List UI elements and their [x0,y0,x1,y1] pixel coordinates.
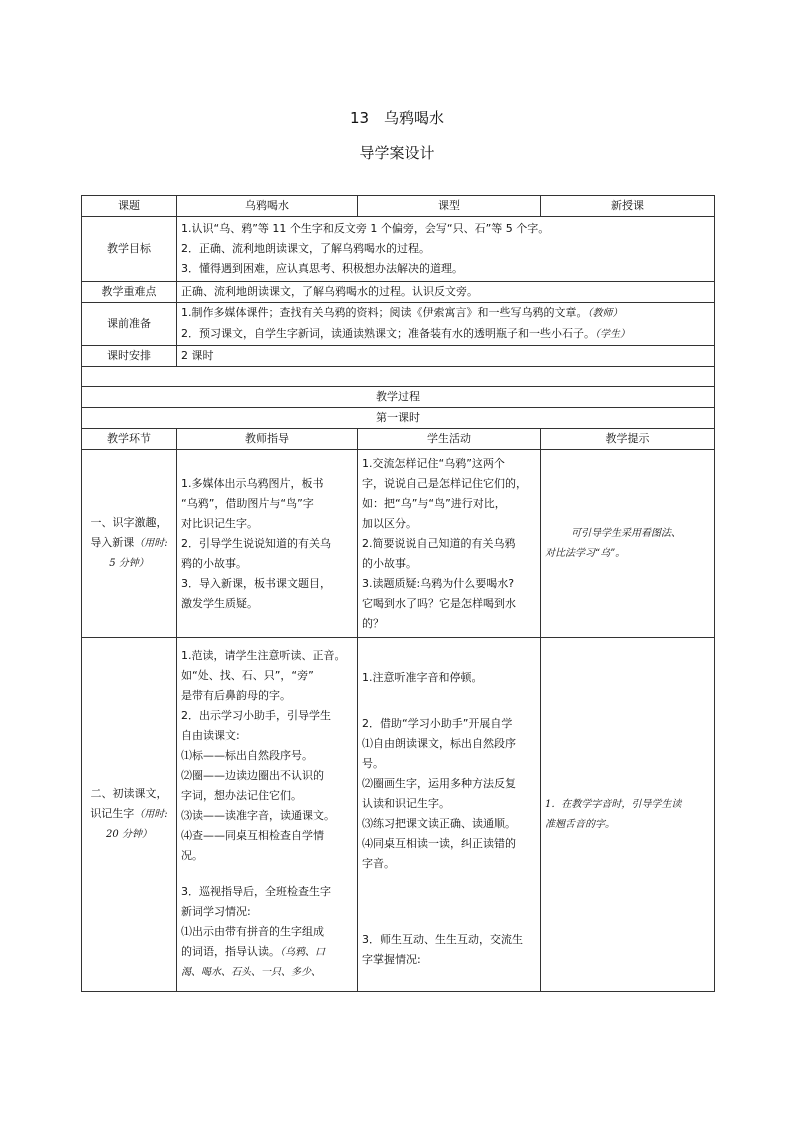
stage-1-teacher-line: “乌鸦”，借助图片与“鸟”字 [181,496,314,510]
stage-1-student-line: 如：把“乌”与“鸟”进行对比， [362,496,506,510]
key-points-label: 教学重难点 [82,282,177,303]
stage-2-teacher [177,638,358,992]
stage-1-student [358,450,541,638]
lesson-plan-table [81,195,715,992]
preparation-teacher [181,303,710,324]
stage-2-teacher-text: 的词语，指导认读。 [181,945,280,958]
stage-2-teacher-line: ⑷查——同桌互相检查自学情 [181,829,324,842]
preparation-student-note: （学生） [595,329,630,340]
goals-label: 教学目标 [82,217,177,282]
stage-row-2 [82,638,715,992]
preparation-cell [177,303,715,346]
stage-1-teacher-line: 2．引导学生说说知道的有关乌 [181,536,331,550]
stage-2-tip [541,638,715,992]
stage-2-teacher-line: ⑵圈——边读边圈出不认识的 [181,769,324,782]
stage-1-student-line: 字，说说自己是怎样记住它们的， [362,476,527,490]
stage-1-teacher-line: 对比识记生字。 [181,516,258,530]
topic-label: 课题 [82,196,177,217]
process-header-row [82,429,715,450]
stage-1-tip [541,450,715,638]
stage-2-teacher-line: 2．出示学习小助手，引导学生 [181,709,331,722]
schedule-row [82,346,715,367]
stage-2-teacher-line [181,942,353,963]
header-teacher: 教师指导 [177,429,358,450]
stage-2-student-line: ⑴自由朗读课文，标出自然段序 [362,736,516,750]
preparation-row [82,303,715,346]
blank-row [82,367,715,387]
stage-2-student-line: ⑶练习把课文读正确、读通顺。 [362,816,516,830]
stage-2-teacher-line: 是带有后鼻韵母的字。 [181,689,291,702]
stage-1-student-line: 1.交流怎样记住“乌鸦”这两个 [362,456,505,470]
stage-1-teacher-line: 鸦的小故事。 [181,556,247,570]
header-stage: 教学环节 [82,429,177,450]
stage-2-student-line: ⑵圈画生字，运用多种方法反复 [362,776,516,790]
stage-1-teacher [177,450,358,638]
topic-row [82,196,715,217]
stage-1-name-line: 一、识字激趣， [90,516,168,529]
document-subtitle: 导学案设计 [359,144,435,162]
stage-1-time-value: 5 分钟） [109,558,149,569]
topic-value: 乌鸦喝水 [177,196,358,217]
stage-1-name [82,450,177,638]
stage-1-student-line: 2.简要说说自己知道的有关乌鸦 [362,536,516,550]
stage-2-teacher-line: 况。 [181,849,203,862]
stage-2-teacher-line: 3．巡视指导后，全班检查生字 [181,885,331,898]
stage-2-name-line [86,804,172,825]
stage-1-teacher-line: 1.多媒体出示乌鸦图片，板书 [181,476,324,490]
stage-2-teacher-line: ⑴出示由带有拼音的生字组成 [181,925,324,938]
preparation-student [181,324,710,345]
preparation-teacher-note: （教师） [587,308,623,319]
preparation-student-text: 2．预习课文，自学生字新词，读通读熟课文；准备装有水的透明瓶子和一些小石子。 [181,327,595,340]
stage-2-tip-line: 1．在教学字音时，引导学生读 [545,798,682,810]
stage-2-teacher-note: （乌鸦、口 [280,947,325,958]
goals-row [82,217,715,282]
stage-1-student-line: 加以区分。 [362,516,417,530]
lesson-title: 第一课时 [82,408,715,429]
stage-1-time: （用时: [134,538,168,549]
stage-row-1 [82,450,715,638]
stage-1-student-line: 的？ [362,616,384,630]
goal-item: 2．正确、流利地朗读课文，了解乌鸦喝水的过程。 [181,242,430,255]
stage-2-student-line: ⑷同桌互相读一读，纠正读错的 [362,836,516,850]
type-value: 新授课 [541,196,715,217]
stage-1-name-text: 导入新课 [90,536,135,549]
stage-2-teacher-line: 1.范读，请学生注意听读、正音。 [181,649,346,662]
process-title-row [82,387,715,408]
stage-1-tip-line: 对比法学习“乌”。 [545,547,626,559]
stage-2-student-line: 3．师生互动、生生互动，交流生 [362,932,523,946]
stage-1-tip-line: 可引导学生采用看图法、 [571,527,681,539]
stage-2-teacher-line: 新词学习情况: [181,905,251,918]
header-student: 学生活动 [358,429,541,450]
stage-2-name [82,638,177,992]
stage-2-teacher-line: 自由读课文: [181,729,240,742]
stage-2-student-line: 字掌握情况: [362,952,421,966]
type-label: 课型 [358,196,541,217]
header-tip: 教学提示 [541,429,715,450]
stage-2-student-line: 2．借助“学习小助手”开展自学 [362,716,513,730]
schedule-label: 课时安排 [82,346,177,367]
stage-2-teacher-line: 字词，想办法记住它们。 [181,789,302,802]
stage-2-name-text: 识记生字 [90,807,135,820]
stage-2-time-value: 20 分钟） [106,829,152,840]
stage-1-student-line: 3.读题质疑:乌鸦为什么要喝水? [362,576,515,590]
stage-2-teacher-note: 渴、喝水、石头、一只、多少、 [181,967,321,978]
stage-2-student-line: 字音。 [362,856,395,870]
stage-2-teacher-line: ⑴标——标出自然段序号。 [181,749,313,762]
stage-2-student-line: 号。 [362,756,384,770]
goal-item: 1.认识“乌、鸦”等 11 个生字和反文旁 1 个偏旁，会写“只、石”等 5 个字。 [181,222,550,235]
process-title: 教学过程 [82,387,715,408]
stage-2-student-line: 1.注意听准字音和停顿。 [362,670,483,684]
stage-2-time: （用时: [134,809,168,820]
stage-2-teacher-line: 如“处、找、石、只”，“旁” [181,669,314,682]
stage-1-teacher-line: 3．导入新课，板书课文题目， [181,576,331,590]
stage-1-name-line [86,533,172,554]
stage-2-teacher-line: ⑶读——读准字音，读通课文。 [181,809,335,822]
goal-item: 3．懂得遇到困难，应认真思考、积极想办法解决的道理。 [181,262,463,275]
stage-2-student-line: 认读和识记生字。 [362,796,450,810]
goals-cell [177,217,715,282]
key-points-row [82,282,715,303]
stage-1-teacher-line: 激发学生质疑。 [181,596,258,610]
stage-2-name-line: 二、初读课文， [90,787,168,800]
stage-1-student-line: 它喝到水了吗？它是怎样喝到水 [362,596,516,610]
schedule-value: 2 课时 [177,346,715,367]
key-points-value: 正确、流利地朗读课文，了解乌鸦喝水的过程。认识反文旁。 [177,282,715,303]
lesson-row [82,408,715,429]
preparation-teacher-text: 1.制作多媒体课件；查找有关乌鸦的资料；阅读《伊索寓言》和一些写乌鸦的文章。 [181,306,588,319]
stage-2-student [358,638,541,992]
document-title: 13 乌鸦喝水 [349,109,445,127]
stage-1-student-line: 的小故事。 [362,556,417,570]
preparation-label: 课前准备 [82,303,177,346]
stage-2-tip-line: 准翘舌音的字。 [545,818,615,830]
